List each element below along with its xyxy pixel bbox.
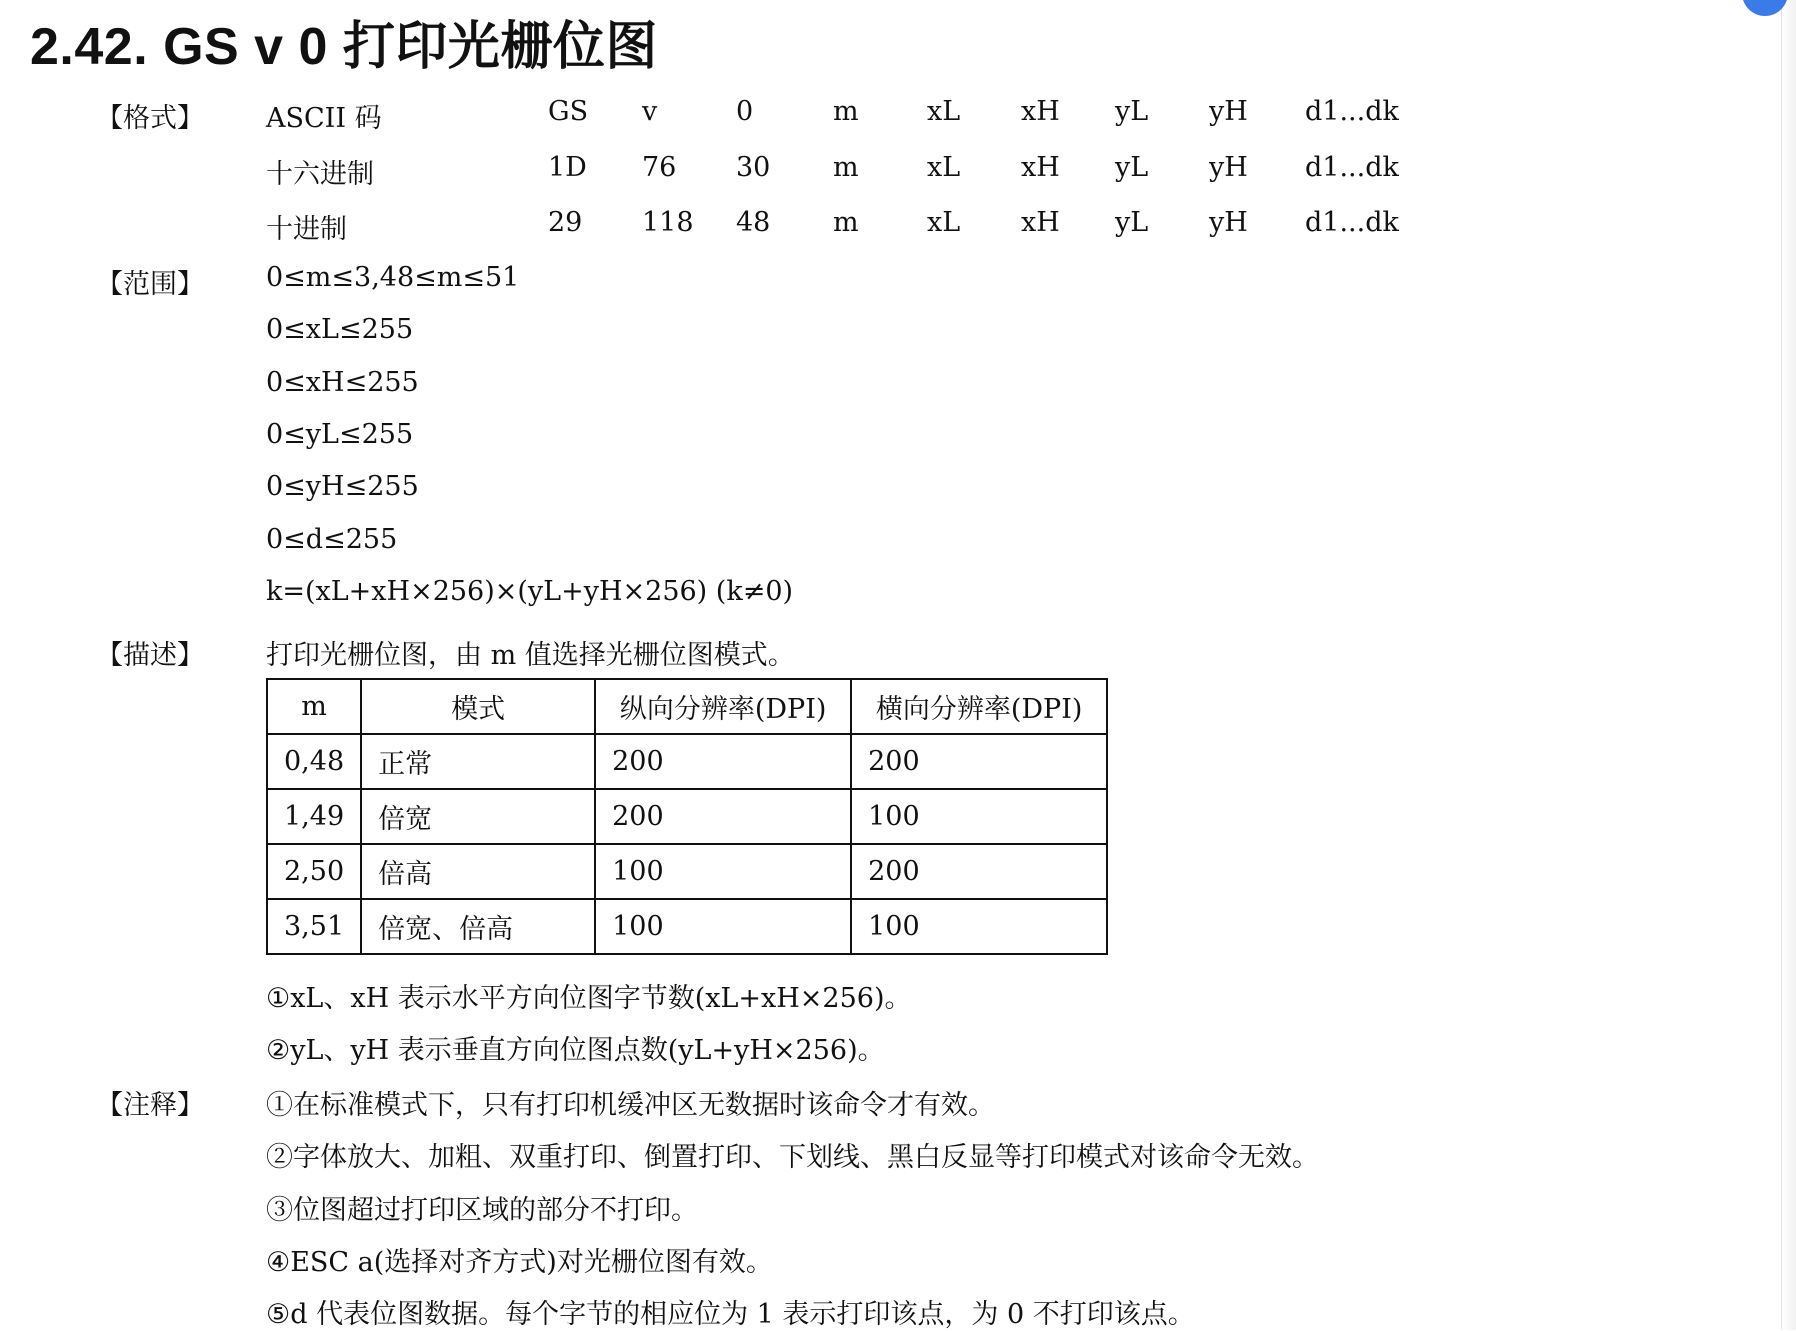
table-cell: 200 xyxy=(595,734,851,789)
format-cell: 1D xyxy=(548,152,587,183)
footnote-1: ①xL、xH 表示水平方向位图字节数(xL+xH×256)。 xyxy=(266,983,912,1014)
format-cell: GS xyxy=(548,96,589,127)
format-cell: yH xyxy=(1209,96,1248,127)
section-label-range: 【范围】 xyxy=(96,269,204,300)
table-row xyxy=(267,734,1107,789)
range-line: 0≤yH≤255 xyxy=(266,471,419,503)
table-header-cell: 横向分辨率(DPI) xyxy=(851,679,1107,734)
format-cell: xH xyxy=(1021,96,1060,127)
table-cell: 100 xyxy=(851,899,1107,954)
table-cell: 倍宽、倍高 xyxy=(361,899,595,954)
format-cell: xL xyxy=(927,207,961,238)
format-cell: m xyxy=(833,96,859,127)
range-line: 0≤xL≤255 xyxy=(266,314,414,346)
range-line: 0≤d≤255 xyxy=(266,523,398,555)
format-cell: 0 xyxy=(736,96,754,127)
table-cell: 200 xyxy=(851,734,1107,789)
format-cell: yL xyxy=(1115,96,1149,127)
table-row xyxy=(267,844,1107,899)
format-cell: m xyxy=(833,207,859,238)
table-cell: 100 xyxy=(595,844,851,899)
note-line: ①在标准模式下，只有打印机缓冲区无数据时该命令才有效。 xyxy=(266,1090,995,1121)
note-line: ④ESC a(选择对齐方式)对光栅位图有效。 xyxy=(266,1246,773,1278)
format-cell: xL xyxy=(927,152,961,183)
format-cell: v xyxy=(642,96,658,127)
range-line: 0≤xH≤255 xyxy=(266,366,419,398)
format-cell: yH xyxy=(1209,152,1248,183)
format-cell: d1...dk xyxy=(1305,152,1399,183)
format-cell: 30 xyxy=(736,152,771,183)
range-line: 0≤yL≤255 xyxy=(266,418,414,450)
format-cell: yL xyxy=(1115,207,1149,238)
format-cell: d1...dk xyxy=(1305,96,1399,127)
note-line: ⑤d 代表位图数据。每个字节的相应位为 1 表示打印该点，为 0 不打印该点。 xyxy=(266,1299,1195,1331)
format-cell: 118 xyxy=(642,207,694,238)
table-cell: 正常 xyxy=(361,734,595,789)
format-cell: d1...dk xyxy=(1305,207,1399,238)
table-header-cell: 纵向分辨率(DPI) xyxy=(595,679,851,734)
format-cell: 76 xyxy=(642,152,677,183)
table-cell: 100 xyxy=(595,899,851,954)
page-title: 2.42. GS v 0 打印光栅位图 xyxy=(30,18,658,76)
mode-table xyxy=(266,678,1108,955)
format-cell: xH xyxy=(1021,152,1060,183)
table-cell: 2,50 xyxy=(267,844,361,899)
table-cell: 0,48 xyxy=(267,734,361,789)
section-label-notes: 【注释】 xyxy=(96,1090,204,1121)
range-line: 0≤m≤3,48≤m≤51 xyxy=(266,262,520,293)
format-cell: 48 xyxy=(736,207,771,238)
format-cell: xL xyxy=(927,96,961,127)
section-label-description: 【描述】 xyxy=(96,640,204,671)
table-row xyxy=(267,789,1107,844)
table-row xyxy=(267,899,1107,954)
table-header-cell: 模式 xyxy=(361,679,595,734)
format-row-label: 十进制 xyxy=(266,214,347,245)
format-cell: xH xyxy=(1021,207,1060,238)
table-header-cell: m xyxy=(267,679,361,734)
table-cell: 200 xyxy=(851,844,1107,899)
table-cell: 3,51 xyxy=(267,899,361,954)
note-line: ③位图超过打印区域的部分不打印。 xyxy=(266,1194,698,1226)
range-line: k=(xL+xH×256)×(yL+yH×256) (k≠0) xyxy=(266,575,794,607)
format-row-label: ASCII 码 xyxy=(266,103,382,134)
format-cell: 29 xyxy=(548,207,583,238)
table-cell: 200 xyxy=(595,789,851,844)
format-row-label: 十六进制 xyxy=(266,159,374,190)
table-cell: 100 xyxy=(851,789,1107,844)
table-cell: 1,49 xyxy=(267,789,361,844)
table-cell: 倍高 xyxy=(361,844,595,899)
section-label-format: 【格式】 xyxy=(96,103,204,134)
table-cell: 倍宽 xyxy=(361,789,595,844)
description-text: 打印光栅位图，由 m 值选择光栅位图模式。 xyxy=(266,640,795,671)
note-line: ②字体放大、加粗、双重打印、倒置打印、下划线、黑白反显等打印模式对该命令无效。 xyxy=(266,1142,1319,1174)
table-header-row xyxy=(267,679,1107,734)
format-cell: yL xyxy=(1115,152,1149,183)
scrollbar-track[interactable] xyxy=(1781,0,1796,1330)
footnote-2: ②yL、yH 表示垂直方向位图点数(yL+yH×256)。 xyxy=(266,1035,885,1066)
format-cell: m xyxy=(833,152,859,183)
format-cell: yH xyxy=(1209,207,1248,238)
